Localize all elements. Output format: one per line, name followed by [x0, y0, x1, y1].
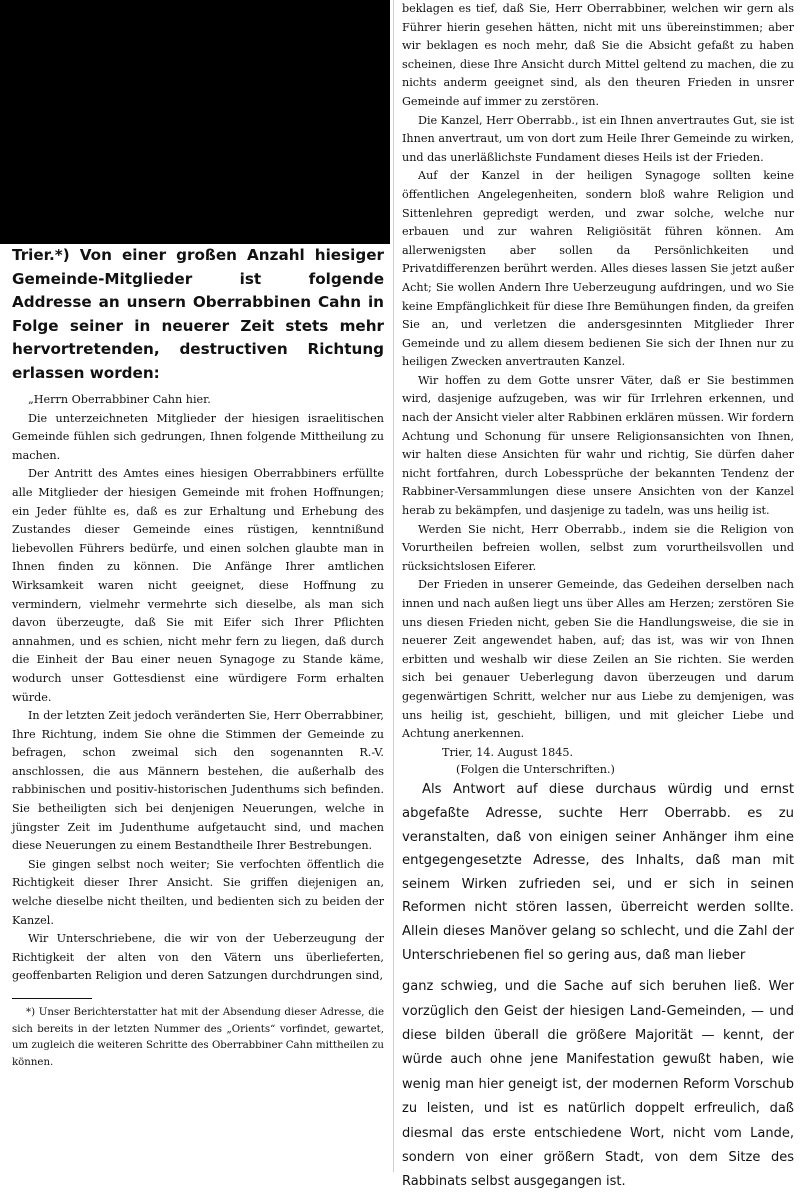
right-column — [402, 0, 795, 1190]
dateline: Trier, 14. August 1845. — [442, 745, 574, 759]
left-paragraph-2: Der Antritt des Amtes eines hiesigen Oberrabbiners erfüllte alle Mitglieder der hiesigen Gemeinde mit frohen Hoffnungen; ein Jeder fühlte es, daß es zur Erhaltung und Erhebung des Zustandes dieser Gemeinde eines rüstigen, kenntnißund liebevollen Führers bedürfe, und einen solchen glaubte man in Ihnen finden zu können. Die Anfänge Ihrer amtlichen Wirksamkeit waren nicht geeignet, diese Hoffnung zu vermindern, vielmehr vermehrte sich dieselbe, als man sich davon überzeugte, daß Sie mit Eifer sich Ihrer Pflichten annahmen, und es schien, nicht mehr fern zu liegen, daß durch die Einheit der Bau einer neuen Synagoge zu Stande käme, wodurch unser Gottesdienst eine würdigere Form erhalten würde. — [12, 467, 384, 704]
right-paragraph-1: beklagen es tief, daß Sie, Herr Oberrabbiner, welchen wir gern als Führer hierin gesehen hätten, nicht mit uns übereinstimmen; aber wir beklagen es noch mehr, daß Sie die Absicht gefaßt zu haben scheinen, diese Ihre Ansicht durch Mittel geltend zu machen, die zu nichts anderm geeignet sind, als den theuren Frieden in unsrer Gemeinde auf immer zu zerstören. — [402, 2, 794, 108]
left-paragraph-1: Die unterzeichneten Mitglieder der hiesigen israelitischen Gemeinde fühlen sich gedrungen, Ihnen folgende Mittheilung zu machen. — [12, 411, 384, 462]
article-headline: Trier.*) Von einer großen Anzahl hiesiger Gemeinde-Mitglieder ist folgende Addresse an unsern Oberrabbinen Cahn in Folge seiner in neuerer Zeit stets mehr hervortretenden, destructiven Richtung erlassen worden: — [12, 246, 384, 382]
right-paragraph-4: Wir hoffen zu dem Gotte unsrer Väter, daß er Sie bestimmen wird, dasjenige aufzugeben, was wir für Irrlehren erkennen, und nach der Ansicht vieler alter Rabbinen erklären müssen. Wir fordern Achtung und Schonung für unsere Religionsansichten von Ihnen, wir halten diese Ansichten für wahr und richtig, Sie dürfen daher nicht fortfahren, durch Lobessprüche der bekannten Tendenz der Rabbiner-Versammlungen diese unsere Ansichten von der Kanzel herab zu bekämpfen, und dasjenige zu tadeln, was uns heilig ist. — [402, 373, 794, 518]
left-column — [12, 244, 384, 1164]
large-paragraph-1: Als Antwort auf diese durchaus würdig und ernst abgefaßte Adresse, suchte Herr Oberrabb. es zu veranstalten, daß von einigen seiner Anhänger ihm eine entgegengesetzte Adresse, des Inhalts, daß man mit seinem Wirken zufrieden sei, und er sich in seinen Reformen nicht stören lassen, überreicht werden sollte. Allein dieses Manöver gelang so schlecht, und die Zahl der Unterschriebenen fiel so gering aus, daß man lieber — [402, 782, 794, 963]
right-paragraph-2: Die Kanzel, Herr Oberrabb., ist ein Ihnen anvertrautes Gut, sie ist Ihnen anvertraut, um von dort zum Heile Ihrer Gemeinde zu wirken, und das unerläßlichste Fundament dieses Heils ist der Frieden. — [402, 113, 795, 164]
large-paragraph-2: ganz schwieg, und die Sache auf sich beruhen ließ. Wer vorzüglich den Geist der hiesigen Land-Gemeinden, — und diese bilden überall die größere Majorität — kennt, der würde auch ohne jene Manifestation gewußt haben, wie wenig man hier geneigt ist, der modernen Reform Vorschub zu leisten, und ist es natürlich doppelt erfreulich, daß diesmal das erste entschiedene Wort, nicht vom Lande, sondern von einer größern Stadt, von dem Sitze des Rabbinats selbst ausgegangen ist. — [402, 979, 794, 1190]
left-paragraph-5: Wir Unterschriebene, die wir von der Ueberzeugung der Richtigkeit der alten von den Vätern uns überlieferten, geoffenbarten Religion und deren Satzungen durchdrungen sind, — [12, 932, 384, 983]
right-paragraph-3: Auf der Kanzel in der heiligen Synagoge sollten keine öffentlichen Angelegenheiten, sondern bloß wahre Religion und Sittenlehren gepredigt werden, und zwar solche, welche nur erbauen und zur wahren Religiösität führen können. Am allerwenigsten aber sollen da Persönlichkeiten und Privatdifferenzen berührt werden. Alles dieses lassen Sie jetzt außer Acht; Sie wollen Andern Ihre Ueberzeugung aufdringen, und wo Sie keine Empfänglichkeit für diese Ihre Bemühungen finden, da greifen Sie an, und verletzen die andersgesinnten Mitglieder Ihrer Gemeinde und zu allem diesem bedienen Sie sich der Ihnen nur zu heiligen Zwecken anvertrauten Kanzel. — [402, 169, 794, 369]
left-paragraph-4: Sie gingen selbst noch weiter; Sie verfochten öffentlich die Richtigkeit dieser Ihrer Ansicht. Sie griffen diejenigen an, welche dieselbe nicht theilten, und bedienten sich zu beiden der Kanzel. — [12, 857, 384, 927]
right-paragraph-5: Werden Sie nicht, Herr Oberrabb., indem sie die Religion von Vorurtheilen befreien wollen, selbst zum vorurtheilsvollen und rücksichtslosen Eiferer. — [402, 522, 794, 573]
left-paragraph-3: In der letzten Zeit jedoch veränderten Sie, Herr Oberrabbiner, Ihre Richtung, indem Sie ohne die Stimmen der Gemeinde zu befragen, schon zweimal sich den sogenannten R.-V. anschlossen, die aus Männern bestehen, die außerhalb des rabbinischen und positiv-historischen Judenthums sich befinden. Sie betheiligten sich bei denjenigen Neuerungen, welche in jüngster Zeit im Judenthume aufgetaucht sind, und machen diese Neuerungen zu einem Bestandtheile Ihrer Bestrebungen. — [12, 709, 384, 853]
right-paragraph-6: Der Frieden in unserer Gemeinde, das Gedeihen derselben nach innen und nach außen liegt uns über Alles am Herzen; zerstören Sie uns diesen Frieden nicht, geben Sie die Handlungsweise, die sie in neuerer Zeit angewendet haben, auf; das ist, was wir von Ihnen erbitten und weshalb wir diese Zeilen an Sie richten. Sie werden sich bei genauer Ueberlegung davon überzeugen und darum gegenwärtigen Schritt, welcher nur aus Liebe zu demjenigen, was uns heilig ist, geschieht, billigen, und mit gleicher Liebe und Achtung anerkennen. — [402, 578, 794, 741]
address-line: „Herrn Oberrabbiner Cahn hier. — [28, 393, 211, 406]
footnote: *) Unser Berichterstatter hat mit der Absendung dieser Adresse, die sich bereits in der letzten Nummer des „Orients“ vorfindet, gewartet, um zugleich die weiteren Schritte des Oberrabbiner Cahn mittheilen zu können. — [12, 1007, 384, 1068]
footnote-rule — [12, 998, 92, 999]
redacted-black-area — [0, 0, 390, 244]
column-divider — [393, 0, 394, 1172]
signatures-note: (Folgen die Unterschriften.) — [456, 763, 615, 777]
